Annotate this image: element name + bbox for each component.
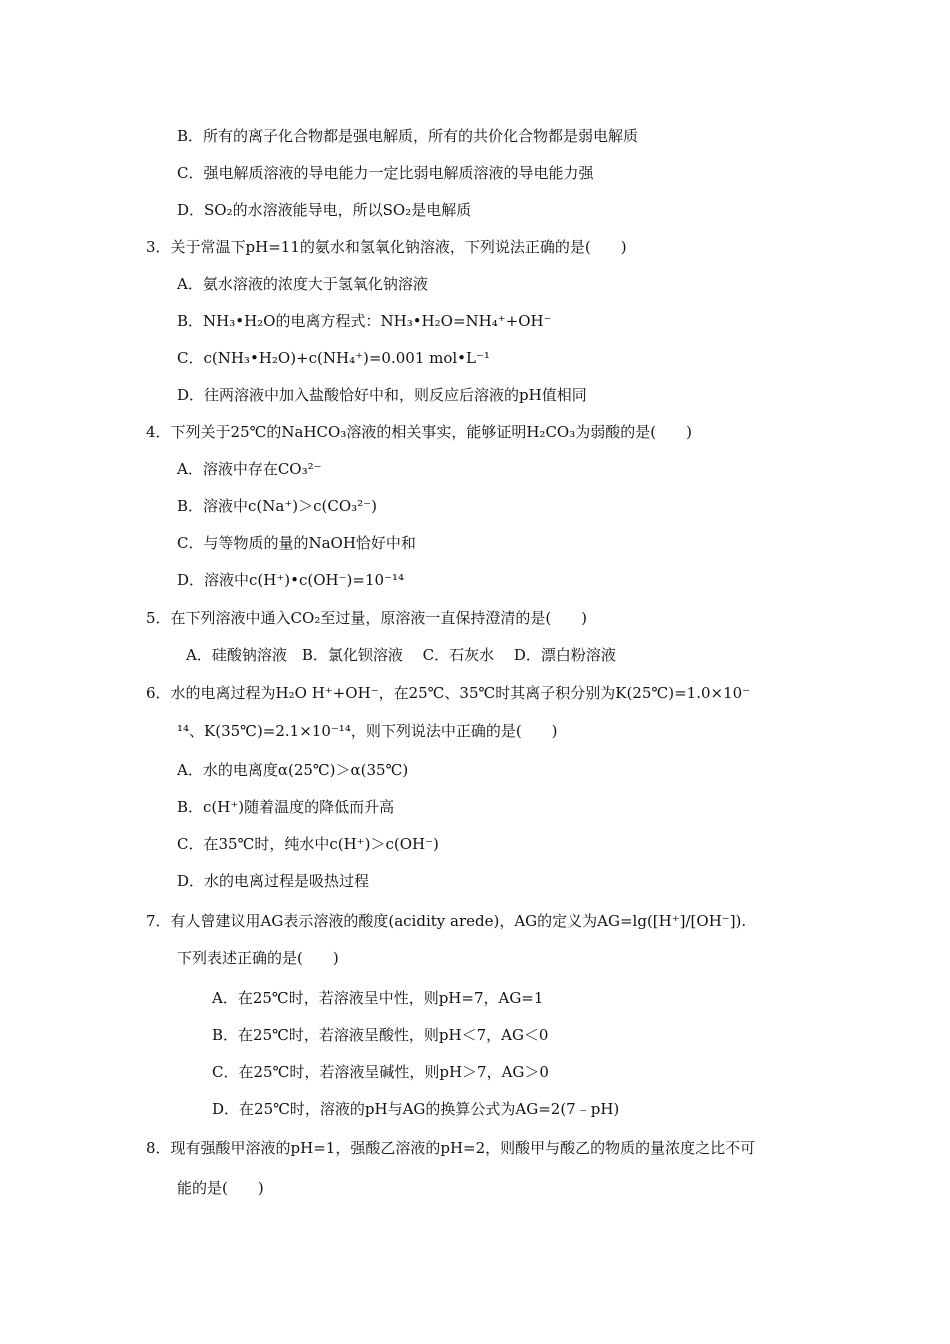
- q7-option-a: A．在25℃时，若溶液呈中性，则pH=7，AG=1: [212, 989, 544, 1007]
- q2-option-b: B．所有的离子化合物都是强电解质，所有的共价化合物都是弱电解质: [177, 127, 639, 145]
- question-8-line-1: 8．现有强酸甲溶液的pH=1，强酸乙溶液的pH=2，则酸甲与酸乙的物质的量浓度之比不可: [146, 1139, 756, 1157]
- q3-option-b: B．NH₃•H₂O的电离方程式：NH₃•H₂O=NH₄⁺+OH⁻: [177, 312, 552, 330]
- q4-option-b: B．溶液中c(Na⁺)＞c(CO₃²⁻): [177, 497, 377, 515]
- q4-option-c: C．与等物质的量的NaOH恰好中和: [177, 534, 416, 552]
- q6-option-d: D．水的电离过程是吸热过程: [177, 872, 370, 890]
- q7-option-b: B．在25℃时，若溶液呈酸性，则pH＜7，AG＜0: [212, 1026, 549, 1044]
- question-8-line-2: 能的是( ): [177, 1179, 264, 1197]
- question-6-line-1: 6．水的电离过程为H₂O H⁺+OH⁻，在25℃、35℃时其离子积分别为K(25℃)=1.0×10⁻: [146, 684, 751, 702]
- q6-option-a: A．水的电离度α(25℃)＞α(35℃): [177, 761, 409, 779]
- q5-options: A．硅酸钠溶液 B．氯化钡溶液 C．石灰水 D．漂白粉溶液: [186, 646, 616, 664]
- q3-option-d: D．往两溶液中加入盐酸恰好中和，则反应后溶液的pH值相同: [177, 386, 587, 404]
- question-7-line-2: 下列表述正确的是( ): [177, 949, 339, 967]
- question-3: 3．关于常温下pH=11的氨水和氢氧化钠溶液，下列说法正确的是( ): [146, 238, 627, 256]
- q6-option-b: B．c(H⁺)随着温度的降低而升高: [177, 798, 395, 816]
- q2-option-c: C．强电解质溶液的导电能力一定比弱电解质溶液的导电能力强: [177, 164, 594, 182]
- question-7-line-1: 7．有人曾建议用AG表示溶液的酸度(acidity arede)，AG的定义为AG=lg([H⁺]/[OH⁻]).: [146, 912, 747, 930]
- q7-option-c: C．在25℃时，若溶液呈碱性，则pH＞7，AG＞0: [212, 1063, 549, 1081]
- question-5: 5．在下列溶液中通入CO₂至过量，原溶液一直保持澄清的是( ): [146, 609, 588, 627]
- question-6-line-2: ¹⁴、K(35℃)=2.1×10⁻¹⁴，则下列说法中正确的是( ): [177, 722, 558, 740]
- q3-option-a: A．氨水溶液的浓度大于氢氧化钠溶液: [177, 275, 428, 293]
- q6-option-c: C．在35℃时，纯水中c(H⁺)＞c(OH⁻): [177, 835, 439, 853]
- q3-option-c: C．c(NH₃•H₂O)+c(NH₄⁺)=0.001 mol•L⁻¹: [177, 349, 490, 367]
- q4-option-d: D．溶液中c(H⁺)•c(OH⁻)=10⁻¹⁴: [177, 571, 404, 589]
- question-4: 4．下列关于25℃的NaHCO₃溶液的相关事实，能够证明H₂CO₃为弱酸的是( ): [146, 423, 692, 441]
- q7-option-d: D．在25℃时，溶液的pH与AG的换算公式为AG=2(7﹣pH): [212, 1100, 620, 1118]
- q4-option-a: A．溶液中存在CO₃²⁻: [177, 460, 322, 478]
- q2-option-d: D．SO₂的水溶液能导电，所以SO₂是电解质: [177, 201, 472, 219]
